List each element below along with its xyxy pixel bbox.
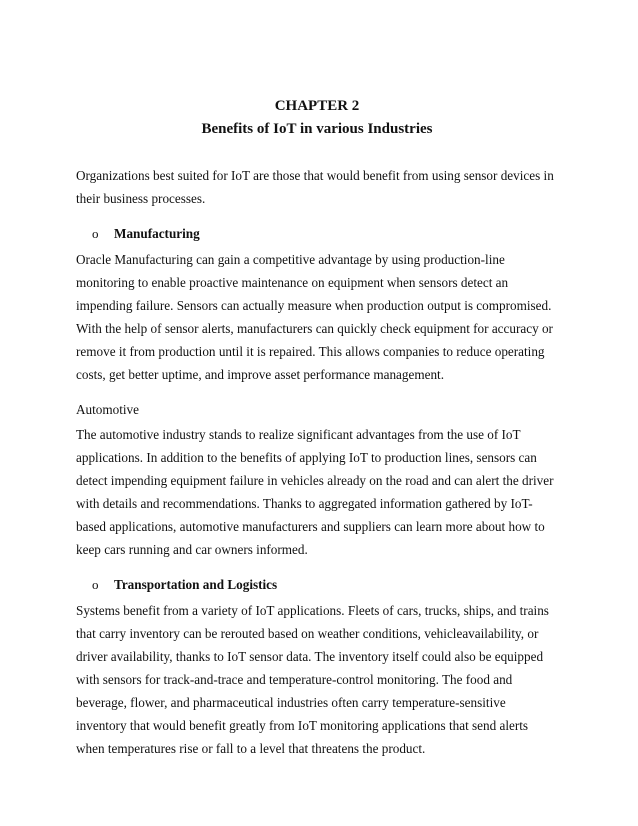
section-body-automotive: The automotive industry stands to realize significant advantages from the use of IoT applications. In addition to the benefits of applying IoT to production lines, sensors can detect impending equipment failure in vehicles already on the road and can alert the driver with details and recommendations. Thanks to aggregated information gathered by IoT-based applications, automotive manufacturers and suppliers can learn more about how to keep cars running and car owners informed. <box>76 427 554 557</box>
bullet-icon: o <box>92 577 99 592</box>
bullet-icon: o <box>92 226 99 241</box>
chapter-heading: CHAPTER 2 <box>274 98 360 114</box>
section-heading-label: Manufacturing <box>114 226 200 241</box>
section-body-transportation: Systems benefit from a variety of IoT applications. Fleets of cars, trucks, ships, and trains that carry inventory can be rerouted based on weather conditions, vehicleavailability, or driver availability, thanks to IoT sensor data. The inventory itself could also be equipped with sensors for track-and-trace and temperature-control monitoring. The food and beverage, flower, and pharmaceutical industries often carry temperature-sensitive inventory that would benefit greatly from IoT monitoring applications that send alerts when temperatures rise or fall to a level that threatens the product. <box>76 603 549 756</box>
section-heading-label: Transportation and Logistics <box>114 577 278 592</box>
section-heading-manufacturing <box>76 224 558 244</box>
section-heading-automotive: Automotive <box>76 402 140 417</box>
section-body-manufacturing: Oracle Manufacturing can gain a competitive advantage by using production-line monitoring to enable proactive maintenance on equipment when sensors detect an impending failure. Sensors can actually measure when production output is compromised. With the help of sensor alerts, manufacturers can quickly check equipment for accuracy or remove it from production until it is repaired. This allows companies to reduce operating costs, get better uptime, and improve asset performance management. <box>76 252 553 382</box>
chapter-title: Benefits of IoT in various Industries <box>201 121 433 137</box>
section-heading-transportation <box>76 575 558 595</box>
intro-paragraph: Organizations best suited for IoT are those that would benefit from using sensor devices in their business processes. <box>76 168 554 206</box>
